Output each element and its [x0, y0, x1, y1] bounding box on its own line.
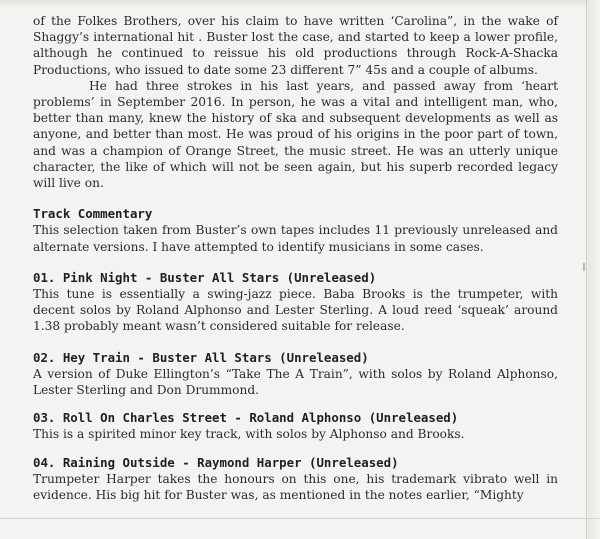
edge-mark: [583, 263, 585, 271]
track-02-text: A version of Duke Ellington’s “Take The A Train”, with solos by Roland Alphonso, Lester Sterling and Don Drummond.: [33, 366, 558, 398]
paragraph-folkes: of the Folkes Brothers, over his claim to have written ‘Carolina”, in the wake of Shaggy’s international hit . Buster lost the case, and started to keep a lower profile, although he continued to reissue his old productions through Rock-A-Shacka Productions, who issued to date some 23 different 7” 45s and a couple of albums.: [33, 14, 558, 77]
track-commentary-heading: Track Commentary: [33, 206, 153, 222]
page-edge-shade: [588, 0, 600, 539]
page-bottom-edge: [0, 518, 600, 519]
track-01-title: 01. Pink Night - Buster All Stars (Unreleased): [33, 269, 377, 285]
track-02-title: 02. Hey Train - Buster All Stars (Unreleased): [33, 349, 369, 365]
page-text: [33, 13, 558, 503]
track-03-title: 03. Roll On Charles Street - Roland Alphonso (Unreleased): [33, 410, 459, 426]
track-01-text: This tune is essentially a swing-jazz piece. Baba Brooks is the trumpeter, with decent solos by Roland Alphonso and Lester Sterling. A loud reed ‘squeak’ around 1.38 probably meant wasn’t considered suitable for release.: [33, 287, 558, 334]
track-03-text: This is a spirited minor key track, with solos by Alphonso and Brooks.: [33, 427, 465, 442]
paragraph-strokes: He had three strokes in his last years, and passed away from ‘heart problems’ in September 2016. In person, he was a vital and intelligent man, who, better than many, knew the history of ska and subsequent developments as well as anyone, and better than most. He was proud of his origins in the poor part of town, and was a champion of Orange Street, the music street. He was an utterly unique character, the like of which will not be seen again, but his superb recorded legacy will live on.: [33, 78, 558, 191]
track-commentary-intro: This selection taken from Buster’s own tapes includes 11 previously unreleased and alternate versions. I have attempted to identify musicians in some cases.: [33, 223, 558, 254]
scan-shadow: [0, 0, 600, 8]
track-04-title: 04. Raining Outside - Raymond Harper (Unreleased): [33, 454, 399, 470]
page-edge-line: [586, 0, 587, 539]
track-04-text: Trumpeter Harper takes the honours on this one, his trademark vibrato well in evidence. His big hit for Buster was, as mentioned in the notes earlier, “Mighty: [33, 471, 558, 503]
